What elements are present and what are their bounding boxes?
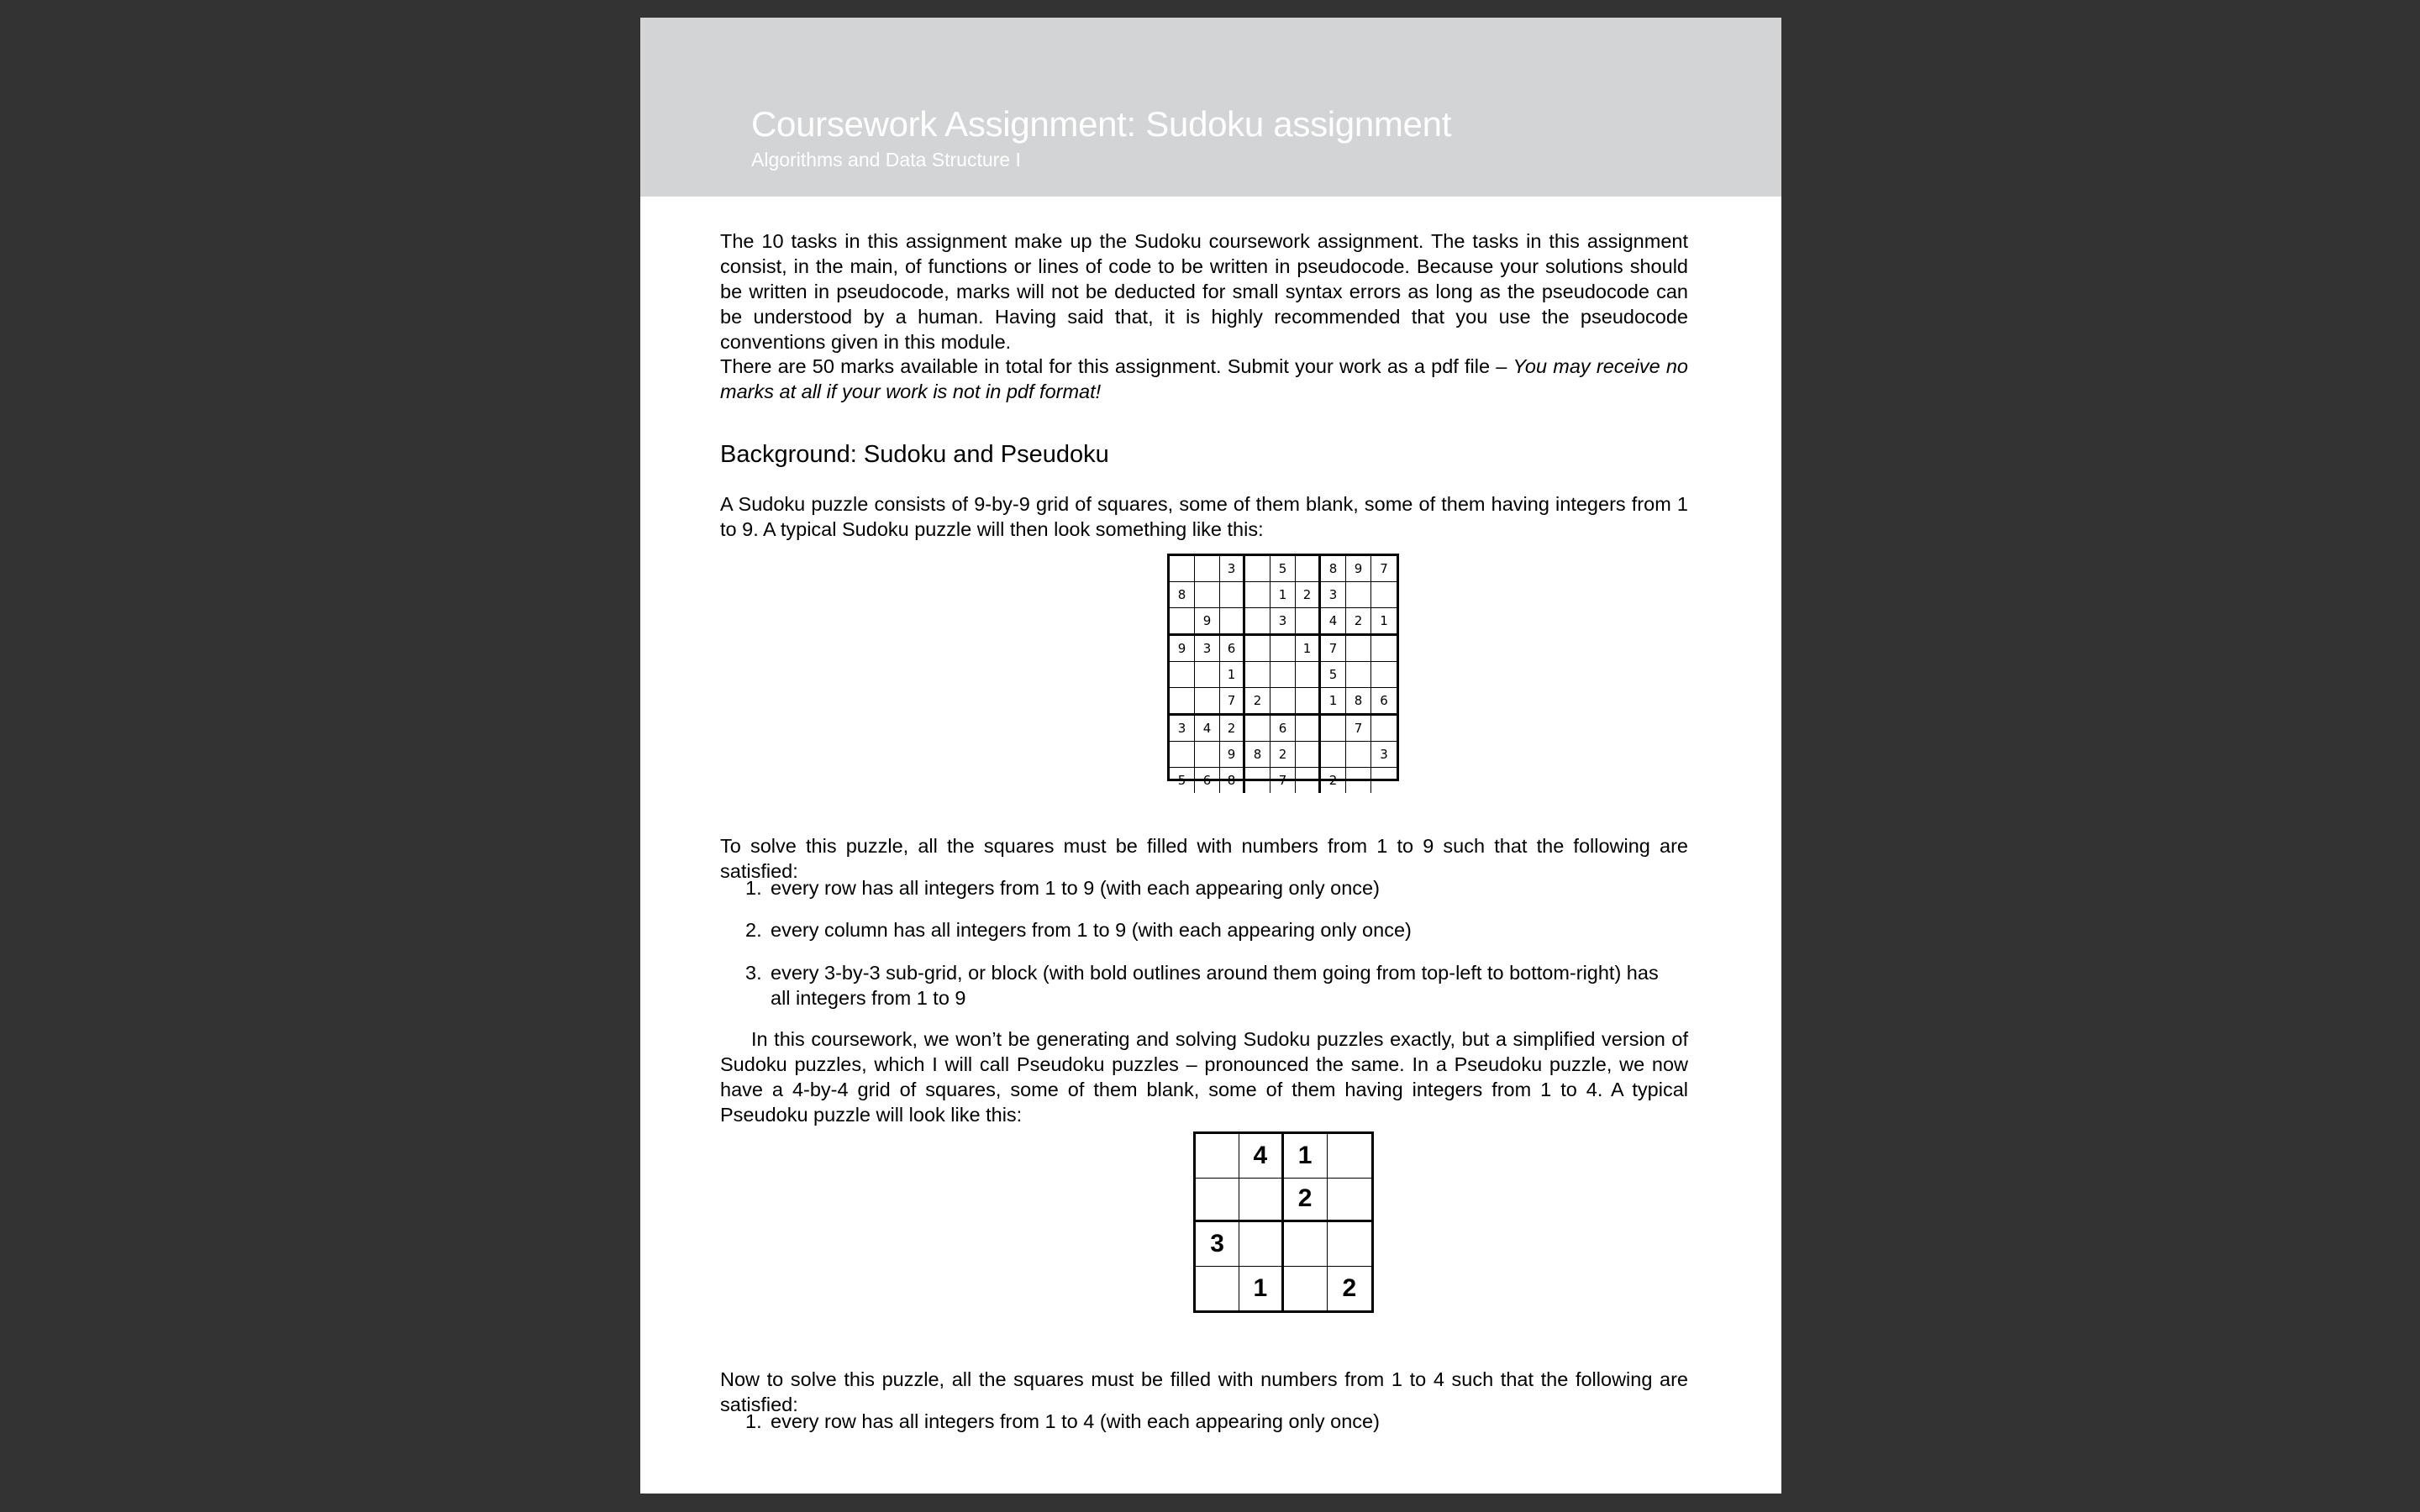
sudoku-9x9-grid bbox=[1167, 554, 1399, 788]
sudoku-cell bbox=[1346, 636, 1371, 662]
sudoku-cell bbox=[1245, 768, 1270, 793]
pseudoku-description: In this coursework, we won’t be generating and solving Sudoku puzzles exactly, but a simplified version of Sudoku puzzles, which I will call Pseudoku puzzles – pronounced the same. In a Pseudoku puzzle, we now have a 4-by-4 grid of squares, some of them blank, some of them having integers from 1 to 4. A typical Pseudoku puzzle will look like this: bbox=[720, 1028, 1688, 1126]
sudoku-cell bbox=[1195, 662, 1220, 688]
sudoku-cell: 3 bbox=[1371, 742, 1397, 768]
sudoku-cell: 7 bbox=[1346, 716, 1371, 742]
sudoku-cell bbox=[1371, 662, 1397, 688]
sudoku-cell: 2 bbox=[1270, 742, 1296, 768]
sudoku-cell bbox=[1245, 636, 1270, 662]
sudoku-cell: 9 bbox=[1170, 636, 1195, 662]
sudoku-cell bbox=[1195, 556, 1220, 582]
sudoku-cell: 6 bbox=[1270, 716, 1296, 742]
marks-text: There are 50 marks available in total for this assignment. Submit your work as a pdf file – bbox=[720, 355, 1513, 377]
sudoku-cell bbox=[1321, 716, 1346, 742]
sudoku-cell: 2 bbox=[1321, 768, 1346, 793]
pseudoku-cell bbox=[1284, 1222, 1328, 1267]
sudoku-cell bbox=[1270, 636, 1296, 662]
sudoku-cell bbox=[1245, 662, 1270, 688]
sudoku-cell: 6 bbox=[1195, 768, 1220, 793]
pseudoku-cell bbox=[1328, 1179, 1371, 1223]
sudoku-cell: 4 bbox=[1321, 608, 1346, 636]
section-heading: Background: Sudoku and Pseudoku bbox=[720, 441, 1109, 468]
sudoku-cell: 1 bbox=[1270, 582, 1296, 608]
sudoku-cell bbox=[1195, 688, 1220, 716]
sudoku-cell: 3 bbox=[1321, 582, 1346, 608]
sudoku-cell bbox=[1245, 582, 1270, 608]
sudoku-cell bbox=[1296, 556, 1321, 582]
sudoku-cell bbox=[1245, 716, 1270, 742]
sudoku-cell: 8 bbox=[1346, 688, 1371, 716]
sudoku-cell: 5 bbox=[1270, 556, 1296, 582]
sudoku-cell bbox=[1296, 768, 1321, 793]
sudoku-cell: 9 bbox=[1346, 556, 1371, 582]
sudoku-cell: 3 bbox=[1195, 636, 1220, 662]
pseudoku-cell bbox=[1239, 1179, 1283, 1223]
list-number: 1. bbox=[745, 1410, 762, 1432]
sudoku-cell bbox=[1346, 768, 1371, 793]
pseudoku-cell: 1 bbox=[1239, 1267, 1283, 1311]
sudoku-cell: 2 bbox=[1245, 688, 1270, 716]
pseudoku-cell bbox=[1196, 1134, 1239, 1179]
sudoku-cell bbox=[1371, 636, 1397, 662]
solve-rules-intro: To solve this puzzle, all the squares must be filled with numbers from 1 to 9 such that the following are satisfied: bbox=[720, 835, 1688, 882]
pseudoku-cell bbox=[1284, 1267, 1328, 1311]
pseudoku-cell: 3 bbox=[1196, 1222, 1239, 1267]
sudoku-cell: 9 bbox=[1195, 608, 1220, 636]
sudoku-cell bbox=[1220, 608, 1245, 636]
sudoku-cell bbox=[1346, 742, 1371, 768]
title-banner bbox=[640, 18, 1781, 197]
sudoku-cell bbox=[1346, 582, 1371, 608]
sudoku-cell: 2 bbox=[1220, 716, 1245, 742]
intro-paragraph: The 10 tasks in this assignment make up the Sudoku coursework assignment. The tasks in this assignment consist, in the main, of functions or lines of code to be written in pseudocode. Because your solutions should be written in pseudocode, marks will not be deducted for small syntax errors as long as the pseudocode can be understood by a human. Having said that, it is highly recommended that you use the pseudocode conventions given in this module. bbox=[720, 230, 1688, 353]
sudoku-cell: 7 bbox=[1371, 556, 1397, 582]
sudoku-cell: 7 bbox=[1321, 636, 1346, 662]
sudoku-cell bbox=[1371, 768, 1397, 793]
sudoku-cell: 1 bbox=[1296, 636, 1321, 662]
sudoku-cell: 3 bbox=[1220, 556, 1245, 582]
sudoku-cell bbox=[1270, 688, 1296, 716]
document-title: Coursework Assignment: Sudoku assignment bbox=[751, 104, 1452, 144]
sudoku-cell: 5 bbox=[1321, 662, 1346, 688]
sudoku-cell bbox=[1195, 742, 1220, 768]
sudoku-cell bbox=[1371, 716, 1397, 742]
marks-paragraph bbox=[720, 354, 1688, 404]
sudoku-cell bbox=[1170, 742, 1195, 768]
pseudoku-4x4-grid bbox=[1193, 1131, 1374, 1313]
sudoku-cell bbox=[1245, 608, 1270, 636]
pseudoku-cell: 2 bbox=[1284, 1179, 1328, 1223]
sudoku-cell bbox=[1296, 688, 1321, 716]
sudoku-cell: 2 bbox=[1296, 582, 1321, 608]
pseudoku-cell bbox=[1328, 1134, 1371, 1179]
sudoku-cell: 8 bbox=[1220, 768, 1245, 793]
document-subtitle: Algorithms and Data Structure I bbox=[751, 149, 1021, 171]
pseudoku-rules-intro: Now to solve this puzzle, all the squares must be filled with numbers from 1 to 4 such that the following are satisfied: bbox=[720, 1368, 1688, 1415]
list-text: every row has all integers from 1 to 4 (with each appearing only once) bbox=[771, 1410, 1380, 1432]
sudoku-cell: 1 bbox=[1371, 608, 1397, 636]
sudoku-description: A Sudoku puzzle consists of 9-by-9 grid of squares, some of them blank, some of them having integers from 1 to 9. A typical Sudoku puzzle will then look something like this: bbox=[720, 493, 1688, 540]
sudoku-cell: 2 bbox=[1346, 608, 1371, 636]
list-number: 2. bbox=[745, 919, 762, 941]
pseudoku-cell: 4 bbox=[1239, 1134, 1283, 1179]
document-page bbox=[640, 18, 1781, 1494]
sudoku-cell: 6 bbox=[1371, 688, 1397, 716]
sudoku-cell: 6 bbox=[1220, 636, 1245, 662]
sudoku-cell: 3 bbox=[1270, 608, 1296, 636]
sudoku-cell: 4 bbox=[1195, 716, 1220, 742]
sudoku-cell bbox=[1245, 556, 1270, 582]
pdf-warning: You may receive no marks at all if your work is not in pdf format! bbox=[720, 355, 1688, 402]
list-text: every 3-by-3 sub-grid, or block (with bold outlines around them going from top-left to bottom-right) has all integers from 1 to 9 bbox=[771, 962, 1659, 1009]
sudoku-cell: 1 bbox=[1220, 662, 1245, 688]
sudoku-cell: 3 bbox=[1170, 716, 1195, 742]
pseudoku-cell: 2 bbox=[1342, 1273, 1357, 1302]
sudoku-cell bbox=[1346, 662, 1371, 688]
sudoku-cell: 7 bbox=[1270, 768, 1296, 793]
pseudoku-cell bbox=[1328, 1222, 1371, 1267]
sudoku-cell bbox=[1170, 662, 1195, 688]
pseudoku-cell bbox=[1196, 1267, 1239, 1311]
sudoku-cell: 5 bbox=[1170, 768, 1195, 793]
sudoku-cell: 7 bbox=[1220, 688, 1245, 716]
sudoku-cell bbox=[1170, 556, 1195, 582]
sudoku-cell: 8 bbox=[1321, 556, 1346, 582]
sudoku-cell bbox=[1170, 688, 1195, 716]
list-text: every row has all integers from 1 to 9 (with each appearing only once) bbox=[771, 877, 1380, 899]
sudoku-cell: 1 bbox=[1321, 688, 1346, 716]
list-text: every column has all integers from 1 to 9 (with each appearing only once) bbox=[771, 919, 1412, 941]
sudoku-cell bbox=[1296, 716, 1321, 742]
sudoku-cell bbox=[1270, 662, 1296, 688]
sudoku-cell bbox=[1195, 582, 1220, 608]
pseudoku-cell bbox=[1196, 1179, 1239, 1223]
sudoku-cell: 8 bbox=[1245, 742, 1270, 768]
sudoku-cell bbox=[1371, 582, 1397, 608]
pseudoku-cell bbox=[1239, 1222, 1283, 1267]
sudoku-cell bbox=[1220, 582, 1245, 608]
sudoku-cell bbox=[1170, 608, 1195, 636]
sudoku-cell bbox=[1296, 742, 1321, 768]
sudoku-cell: 9 bbox=[1220, 742, 1245, 768]
sudoku-cell bbox=[1296, 608, 1321, 636]
list-number: 3. bbox=[745, 962, 762, 984]
pseudoku-cell: 1 bbox=[1284, 1134, 1328, 1179]
list-number: 1. bbox=[745, 877, 762, 899]
sudoku-cell bbox=[1296, 662, 1321, 688]
sudoku-cell: 8 bbox=[1170, 582, 1195, 608]
sudoku-cell bbox=[1321, 742, 1346, 768]
